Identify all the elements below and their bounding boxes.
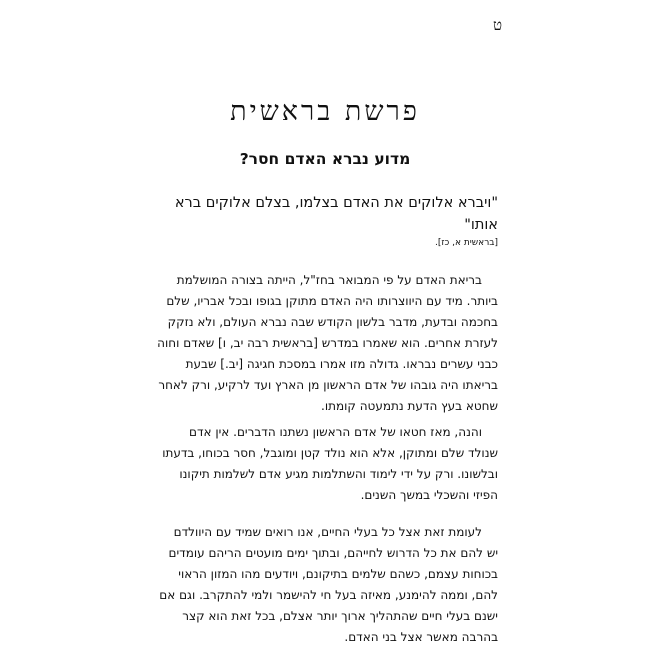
text-line: בריאתו היה גובהו של אדם הראשון מן הארץ ועד לרקיע, ורק לאחר xyxy=(158,378,498,392)
paragraph-3 xyxy=(146,522,498,648)
text-line: בכוחות עצמם, כשהם שלמים בתיקונם, ויודעים מהו המזון הראוי xyxy=(178,567,498,581)
text-line: בריאת האדם על פי המבואר בחז"ל, הייתה בצורה המושלמת xyxy=(176,273,482,287)
text-line: כבני עשרים נבראו. גדולה מזו אמרו במסכת חגיגה [יב.] שבעת xyxy=(185,357,498,371)
text-line: ישנם בעלי חיים שהתהליך ארוך יותר אצלם, בכל זאת הוא קצר xyxy=(182,609,498,623)
paragraph-1 xyxy=(146,270,498,417)
text-line: בהרבה מאשר אצל בני האדם. xyxy=(344,630,498,644)
paragraph-2 xyxy=(146,422,498,506)
section-title: מדוע נברא האדם חסר? xyxy=(239,150,411,168)
text-line: ובלשונו. ורק על ידי לימוד והשתלמות מגיע אדם לשלמות תיקונו xyxy=(179,467,498,481)
text-line: לעומת זאת אצל כל בעלי החיים, אנו רואים שמיד עם היוולדם xyxy=(173,525,482,539)
text-line: לעזרת אחרים. הוא שאמרו במדרש [בראשית רבה יב, ו] שאדם וחוה xyxy=(157,336,498,350)
scripture-quote xyxy=(128,192,498,236)
text-line: להם, וממה להימנע, מאיזה בעל חי להישמר ולמי להתקרב. וגם אם xyxy=(159,588,498,602)
text-line: ביותר. מיד עם היווצרותו היה האדם מתוקן בגופו ובכל אבריו, שלם xyxy=(166,294,498,308)
text-line: והנה, מאז חטאו של אדם הראשון נשתנו הדברים. אין אדם xyxy=(188,425,482,439)
text-line: שנולד שלם ומתוקן, אלא הוא נולד קטן ומוגבל, חסר בכוחו, בדעתו xyxy=(162,446,498,460)
quote-line: "ויברא אלוקים את האדם בצלמו, בצלם אלוקים ברא xyxy=(174,195,498,211)
text-line: שחטא בעץ הדעת נתמעטה קומתו. xyxy=(321,399,498,413)
chapter-title: פרשת בראשית xyxy=(230,96,420,127)
quote-source: [בראשית א, כז]. xyxy=(435,238,498,248)
quote-line: אותו" xyxy=(464,217,498,233)
page-number: ט xyxy=(492,16,502,34)
text-line: יש להם את כל הדרוש לחייהם, ובתוך ימים מועטים הריהם עומדים xyxy=(168,546,498,560)
text-line: הפיזי והשכלי במשך השנים. xyxy=(360,488,498,502)
text-line: בחכמה ובדעת, מדבר בלשון הקודש שבה נברא העולם, ולא נזקק xyxy=(167,315,498,329)
